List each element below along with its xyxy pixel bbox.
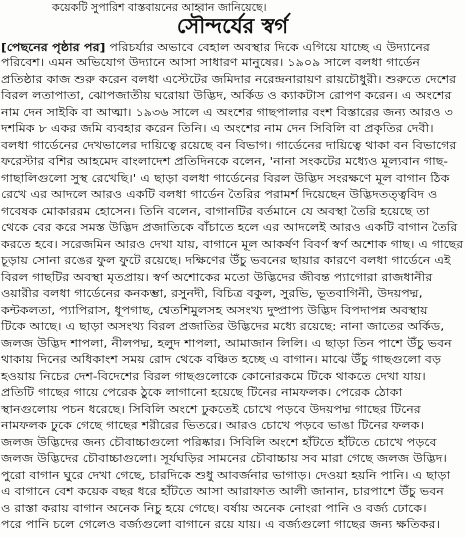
article-line: চূড়ায় সোনা রঙের ফুল ফুটে রয়েছে। দক্ষিণের উঁচু ভবনের ছায়ার কারণে বলধা গার্ডেনে এই bbox=[1, 254, 451, 267]
article-line: হওয়ায় নিচের দেশ-বিদেশের বিরল গাছগুলোকে কোনোরকমে টিকে থাকতে দেখা যায়। bbox=[1, 369, 426, 383]
article-line: জলজ উদ্ভিদের জন্য চৌবাচ্চাগুলো পরিষ্কার। সিবিলি অংশে হাঁটতে হাঁটতে চোখে পড়বে bbox=[1, 435, 437, 449]
article-line: প্রতিটি গাছের গায়ে পেরেক ঠুকে লাগানো হয়েছে টিনের নামফলক। পেরেক ঠোকা bbox=[1, 386, 403, 399]
first-line-text: পরিচর্যার অভাবে বেহাল অবস্থার দিকে এগিয়ে যাচ্ছে এ উদ্যানের bbox=[105, 41, 430, 54]
article-line: দশমিক ৮ একর জমি ব্যবহার করেন তিনি। এ অংশের নাম দেন সিবিলি বা প্রকৃতির দেবী। bbox=[1, 122, 434, 135]
article-line: স্থানগুলোয় পচন ধরেছে। সিবিলি অংশে ঢুকতেই চোখে পড়বে উদয়পদ্ম গাছের টিনের bbox=[1, 402, 421, 416]
article-line: জলজ উদ্ভিদ শাপলা, নীলপদ্ম, হলুদ শাপলা, আমাজান লিলি। এ ছাড়া তিন পাশে উঁচু ভবন bbox=[1, 336, 452, 350]
article-line: গাছালিগুলো সুস্থ রেখেছি।' এ ছাড়া বলধা গার্ডেনের বিরল উদ্ভিদ সংরক্ষণে মূল বাগান ঠিক bbox=[1, 171, 450, 185]
article-line: প্রতিষ্ঠার কাজ শুরু করেন বলধা এস্টেটের জমিদার নরেন্দ্রনারায়ণ রায়চৌধুরী। শুরুতে দেশের bbox=[1, 72, 457, 86]
article-line: বিরল গাছটির অবস্থা মৃতপ্রায়। স্বর্ণ অশোকের মতো উদ্ভিদের জীবন্ত প্যাগোরা রাজধানীর bbox=[1, 270, 433, 284]
article-line: ফরেস্টার বশির আহমেদ বাংলাদেশ প্রতিদিনকে বলেন, 'নানা সংকটের মধ্যেও মূল্যবান গাছ- bbox=[1, 155, 449, 168]
article-line: বিরল লতাপাতা, ঝোপজাতীয় ঘরোয়া উদ্ভিদ, অর্কিড ও ক্যাকটাস রোপণ করেন। এ অংশের bbox=[1, 89, 452, 102]
article-line: করতে হবে। সরেজমিন আরও দেখা যায়, বাগানে মূল আকর্ষণ বিবর্ণ স্বর্ণ অশোক গাছ। এ গাছের bbox=[1, 237, 464, 251]
article-line: থেকে বের করে সমস্ত উদ্ভিদ প্রজাতিকে বাঁচাতে হলে এর আদলেই আরও একটি বাগান তৈরি bbox=[1, 221, 458, 234]
article-line: থাকায় দিনের অধিকাংশ সময় রোদ থেকে বঞ্চিত হচ্ছে এ বাগান। মাঝে উঁচু গাছগুলো বড় bbox=[1, 353, 441, 366]
article-line: রেখে এর আদলে আরও একটি বলধা গার্ডেন তৈরির পরামর্শ দিয়েছেন উদ্ভিদতত্ত্ববিদ ও bbox=[1, 188, 438, 201]
article-line: নামফলক ঢুকে গেছে গাছের শরীরের ভিতরে। আরও চোখে পড়বে ভাঙা টিনের ফলক। bbox=[1, 419, 425, 432]
article-line: কন্টকলতা, প্যাপিরাস, ধূপগাছ, শ্বেতশিমুলসহ অসংখ্য দুষ্প্রাপ্য উদ্ভিদ বিপদাপন্ন অবস্থায় bbox=[1, 303, 428, 317]
article-line: পুরো বাগান ঘুরে দেখা গেছে, চারদিকে শুধু আবর্জনার ভাগাড়। দেওয়া হয়নি পানি। এ ছাড়া bbox=[1, 468, 451, 482]
article-line: পরে পানি চলে গেলেও বর্জ্যগুলো বাগানে রয়ে যায়। এ বর্জ্যগুলো গাছের জন্য ক্ষতিকর। bbox=[1, 518, 440, 531]
continued-from-back-page-label: [পেছনের পৃষ্ঠার পর] bbox=[1, 41, 106, 54]
article-line: গবেষক মোকাররম হোসেন। তিনি বলেন, বাগানটির বর্তমানে যে অবস্থা তৈরি হয়েছে তা bbox=[1, 204, 430, 218]
article-line: ওয়ারীর বলধা গার্ডেনের কনকম্ভা, রসুনদী, বিচিত্র বকুল, সুরভি, ভূতবাগিনী, উদয়পদ্ম, bbox=[1, 287, 423, 300]
article-first-line bbox=[1, 41, 430, 55]
headline: সৌন্দর্যের স্বর্গ bbox=[176, 13, 289, 38]
article-line: ও রাস্তা করায় বাগান অনেক নিচু হয়ে গেছে। বর্ষায় অনেক নোংরা পানি ও বর্জ্য ঢোকে। bbox=[1, 501, 427, 515]
article-line: পরিবেশ। এমন অভিযোগ উদ্যানে আসা সাধারণ মানুষের। ১৯০৯ সালে বলধা গার্ডেন bbox=[1, 56, 420, 69]
article-line: টিকে আছে। এ ছাড়া অসংখ্য বিরল প্রজাতির উদ্ভিদের মধ্যে রয়েছে: নানা জাতের অর্কিড, bbox=[1, 320, 445, 333]
article-line: এ বাগানে বেশ কয়েক বছর ধরে হাঁটতে আসা আরাফাত আলী জানান, চারপাশে উঁচু ভবন bbox=[1, 485, 444, 498]
previous-article-last-line: কয়েকটি সুপারিশ বাস্তবায়নের আহ্বান জানিয়েছে। bbox=[52, 1, 267, 14]
article-line: নাম দেন সাইকি বা আত্মা। ১৯৩৬ সালে এ অংশের গাছপালার বংশ বিস্তারের জন্য আরও ৩ bbox=[1, 105, 453, 119]
article-line: জলজ উদ্ভিদের চৌবাচ্চাগুলো। সূর্যঘড়ির সামনের চৌবাচ্চায় সব মারা গেছে জলজ উদ্ভিদ। bbox=[1, 452, 447, 465]
article-line: বলধা গার্ডেনের দেখভালের দায়িত্বে রয়েছে বন বিভাগ। গার্ডেনের দায়িত্বে থাকা বন বিভাগের bbox=[1, 138, 457, 152]
